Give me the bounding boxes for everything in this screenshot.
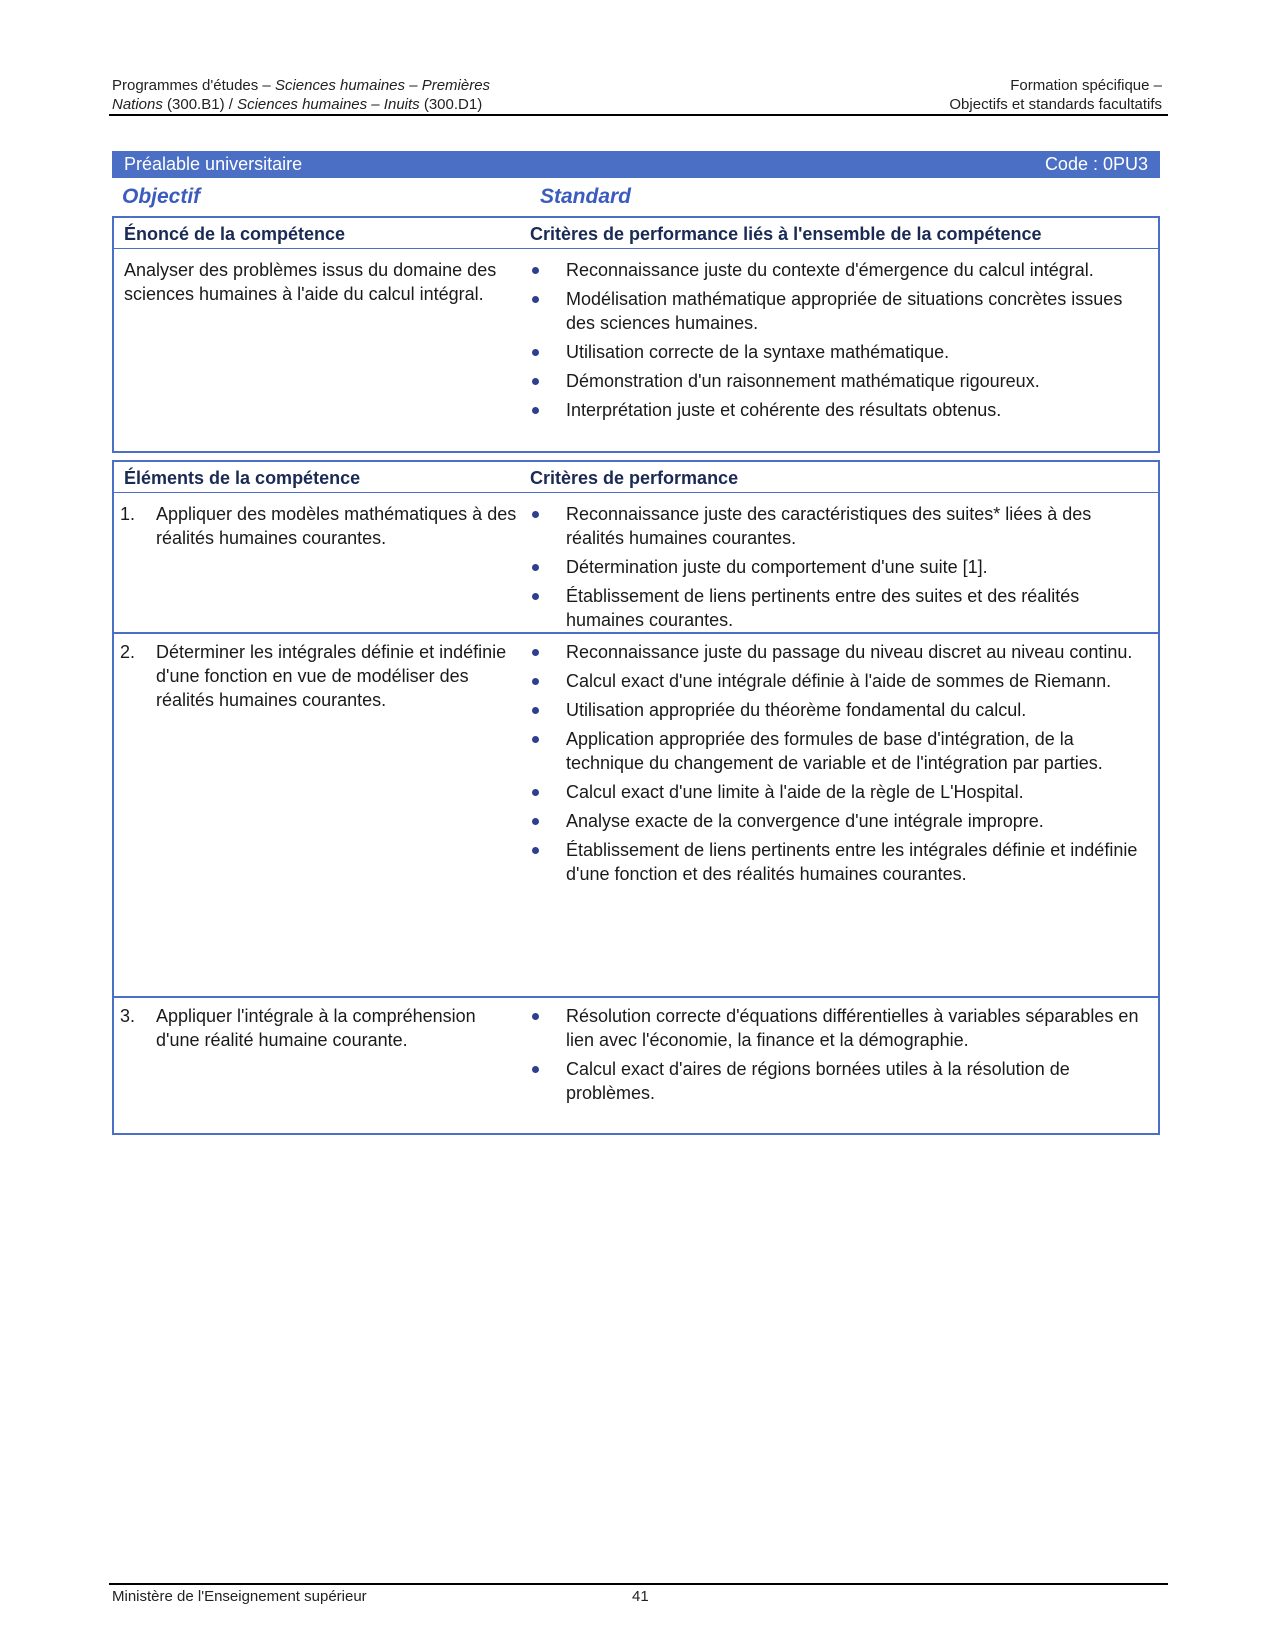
list-item: Reconnaissance juste du contexte d'émergence du calcul intégral.: [530, 258, 1150, 282]
program-banner: [112, 151, 1160, 178]
list-item: Calcul exact d'une intégrale définie à l'aide de sommes de Riemann.: [530, 669, 1150, 693]
element-2: 2. Déterminer les intégrales définie et indéfinie d'une fonction en vue de modéliser des réalités humaines courantes.: [120, 642, 507, 710]
element-1-criteria: [530, 502, 1150, 637]
row-divider: [114, 996, 1158, 998]
list-item: Démonstration d'un raisonnement mathématique rigoureux.: [530, 369, 1150, 393]
page-number: 41: [632, 1588, 649, 1605]
list-item: Résolution correcte d'équations différentielles à variables séparables en lien avec l'économie, la finance et la démographie.: [530, 1004, 1150, 1052]
bullet-icon: [532, 296, 539, 303]
list-item: Établissement de liens pertinents entre les intégrales définie et indéfinie d'une fonction et des réalités humaines courantes.: [530, 838, 1150, 886]
competence-criteria-heading: Critères de performance liés à l'ensemble de la compétence: [530, 224, 1042, 244]
competence-table: [112, 216, 1160, 453]
bullet-icon: [532, 818, 539, 825]
bullet-icon: [532, 789, 539, 796]
competence-statement: Analyser des problèmes issus du domaine des sciences humaines à l'aide du calcul intégral.: [124, 260, 497, 304]
bullet-icon: [532, 349, 539, 356]
header-right-line2: Objectifs et standards facultatifs: [949, 96, 1162, 113]
header-left-line1: Programmes d'études – Sciences humaines – Premières: [112, 77, 491, 94]
standard-label: Standard: [540, 185, 632, 208]
bullet-icon: [532, 267, 539, 274]
list-item: Calcul exact d'aires de régions bornées utiles à la résolution de problèmes.: [530, 1057, 1150, 1105]
list-item: Analyse exacte de la convergence d'une intégrale impropre.: [530, 809, 1150, 833]
element-2-criteria: [530, 640, 1150, 891]
bullet-icon: [532, 378, 539, 385]
list-item: Reconnaissance juste du passage du niveau discret au niveau continu.: [530, 640, 1150, 664]
bullet-icon: [532, 511, 539, 518]
section-labels: [112, 185, 1160, 213]
elements-table-header: [114, 462, 1158, 493]
footer-ministry: Ministère de l'Enseignement supérieur: [112, 1588, 367, 1605]
competence-statement-heading: Énoncé de la compétence: [124, 224, 346, 244]
bullet-icon: [532, 407, 539, 414]
bullet-icon: [532, 707, 539, 714]
page-header: [112, 76, 1162, 114]
elements-criteria-heading: Critères de performance: [530, 468, 739, 488]
list-item: Calcul exact d'une limite à l'aide de la règle de L'Hospital.: [530, 780, 1150, 804]
banner-code: Code : 0PU3: [1044, 154, 1148, 174]
list-item: Reconnaissance juste des caractéristiques des suites* liées à des réalités humaines courantes.: [530, 502, 1150, 550]
bullet-icon: [532, 847, 539, 854]
elements-table: [112, 460, 1160, 1135]
header-divider: [109, 114, 1168, 116]
competence-criteria-list: [530, 258, 1150, 427]
list-item: Détermination juste du comportement d'une suite [1].: [530, 555, 1150, 579]
bullet-icon: [532, 649, 539, 656]
list-item: Interprétation juste et cohérente des résultats obtenus.: [530, 398, 1150, 422]
elements-heading: Éléments de la compétence: [124, 468, 361, 488]
list-item: Modélisation mathématique appropriée de situations concrètes issues des sciences humaines.: [530, 287, 1150, 335]
banner-title: Préalable universitaire: [124, 154, 303, 174]
bullet-icon: [532, 593, 539, 600]
element-1: 1. Appliquer des modèles mathématiques à des réalités humaines courantes.: [120, 504, 517, 548]
header-left-line2: Nations (300.B1) / Sciences humaines – Inuits (300.D1): [112, 96, 483, 113]
list-item: Utilisation appropriée du théorème fondamental du calcul.: [530, 698, 1150, 722]
footer-divider: [109, 1583, 1168, 1585]
bullet-icon: [532, 564, 539, 571]
competence-table-header: [114, 218, 1158, 249]
bullet-icon: [532, 736, 539, 743]
bullet-icon: [532, 1013, 539, 1020]
element-3: 3. Appliquer l'intégrale à la compréhension d'une réalité humaine courante.: [120, 1006, 476, 1050]
page-footer: [112, 1588, 652, 1605]
bullet-icon: [532, 678, 539, 685]
header-right-line1: Formation spécifique –: [1010, 77, 1162, 94]
list-item: Application appropriée des formules de base d'intégration, de la technique du changement de variable et de l'intégration par parties.: [530, 727, 1150, 775]
bullet-icon: [532, 1066, 539, 1073]
row-divider: [114, 632, 1158, 634]
list-item: Utilisation correcte de la syntaxe mathématique.: [530, 340, 1150, 364]
objectif-label: Objectif: [122, 185, 201, 208]
list-item: Établissement de liens pertinents entre des suites et des réalités humaines courantes.: [530, 584, 1150, 632]
element-3-criteria: [530, 1004, 1150, 1110]
